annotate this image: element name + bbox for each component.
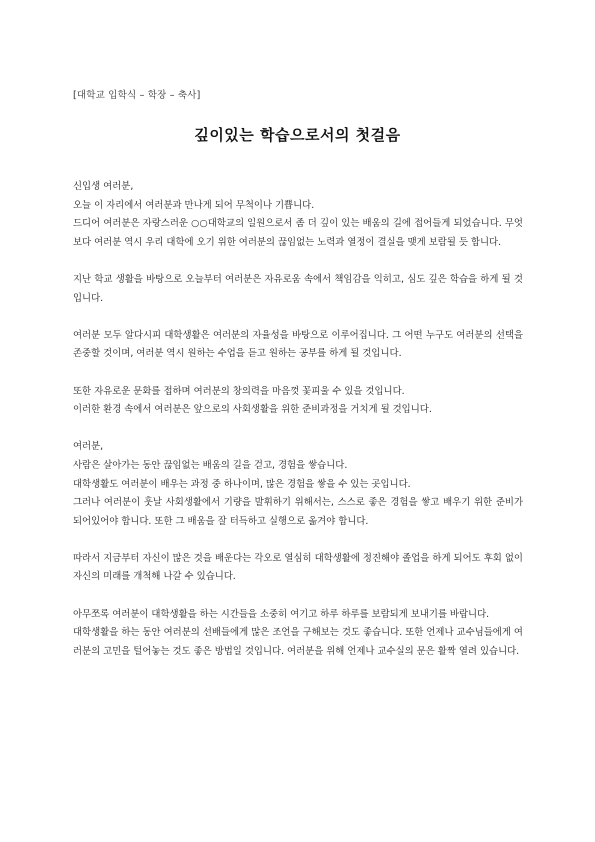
page-title: 깊이있는 학습으로서의 첫걸음 xyxy=(194,126,401,144)
paragraph-line: 그러나 여러분이 훗날 사회생활에서 기량을 발휘하기 위해서는, 스스로 좋은 경험을 쌓고 배우기 위한 준비가 되어있어야 합니다. 또한 그 배움을 잘 터득하고 실행으로 옮겨야 합니다. xyxy=(73,497,523,527)
paragraph-line: 또한 자유로운 문화를 접하며 여러분의 창의력을 마음껏 꽃피울 수 있을 것입니다. xyxy=(73,385,405,397)
paragraph-line: 이러한 환경 속에서 여러분은 앞으로의 사회생활을 위한 준비과정을 거치게 될 것입니다. xyxy=(73,404,432,416)
paragraph-line: 사람은 살아가는 동안 끊임없는 배움의 길을 걷고, 경험을 쌓습니다. xyxy=(73,459,348,471)
paragraph-gap xyxy=(73,308,523,327)
paragraph-line: 여러분, xyxy=(73,441,104,453)
paragraph-gap xyxy=(73,531,523,550)
paragraph-block xyxy=(73,271,523,308)
paragraph-line: 대학생활도 여러분이 배우는 과정 중 하나이며, 많은 경험을 쌓을 수 있는 곳입니다. xyxy=(73,478,411,490)
paragraph-gap xyxy=(73,420,523,439)
paragraph-line: 따라서 지금부터 자신이 많은 것을 배운다는 각오로 열심히 대학생활에 정진해야 졸업을 하게 되어도 후회 없이 자신의 미래를 개척해 나갈 수 있습니다. xyxy=(73,552,523,583)
paragraph-line: 지난 학교 생활을 바탕으로 오늘부터 여러분은 자유로움 속에서 책임감을 익히고, 심도 깊은 학습을 하게 될 것입니다. xyxy=(73,273,523,304)
paragraph-block xyxy=(73,383,523,420)
paragraph-line: 여러분 모두 알다시피 대학생활은 여러분의 자율성을 바탕으로 이루어집니다. 그 어떤 누구도 여러분의 선택을 존중할 것이며, 여러분 역시 원하는 수업을 듣고 원하는 공부를 하게 될 것입니다. xyxy=(73,329,523,360)
paragraph-gap xyxy=(73,252,523,271)
paragraph-block xyxy=(73,606,523,662)
paragraph-block xyxy=(73,327,523,364)
paragraph-line: 신입생 여러분, xyxy=(73,181,134,192)
paragraph-line: 대학생활을 하는 동안 여러분의 선배들에게 많은 조언을 구해보는 것도 좋습니다. 또한 언제나 교수님들에게 여러분의 고민을 털어놓는 것도 좋은 방법일 것입니다. 여러분을 위해 언제나 교수실의 문은 활짝 열려 있습니다. xyxy=(73,627,523,657)
paragraph-line: 드디어 여러분은 자랑스러운 ○○대학교의 일원으로서 좀 더 깊이 있는 배움의 길에 접어들게 되었습니다. 무엇보다 여러분 역시 우리 대학에 오기 위한 여러분의 끊임없는 노력과 열정이 결실을 맺게 보람될 듯 합니다. xyxy=(73,218,523,248)
paragraph-block xyxy=(73,178,523,252)
header-tag: [대학교 입학식 – 학장 – 축사] xyxy=(73,90,201,101)
paragraph-gap xyxy=(73,364,523,383)
paragraph-gap xyxy=(73,587,523,606)
paragraph-block xyxy=(73,438,523,531)
document-body xyxy=(73,178,523,661)
paragraph-block xyxy=(73,550,523,587)
paragraph-line: 아무쪼록 여러분이 대학생활을 하는 시간들을 소중히 여기고 하루 하루를 보람되게 보내기를 바랍니다. xyxy=(73,608,490,620)
paragraph-line: 오늘 이 자리에서 여러분과 만나게 되어 무척이나 기쁩니다. xyxy=(73,199,315,211)
